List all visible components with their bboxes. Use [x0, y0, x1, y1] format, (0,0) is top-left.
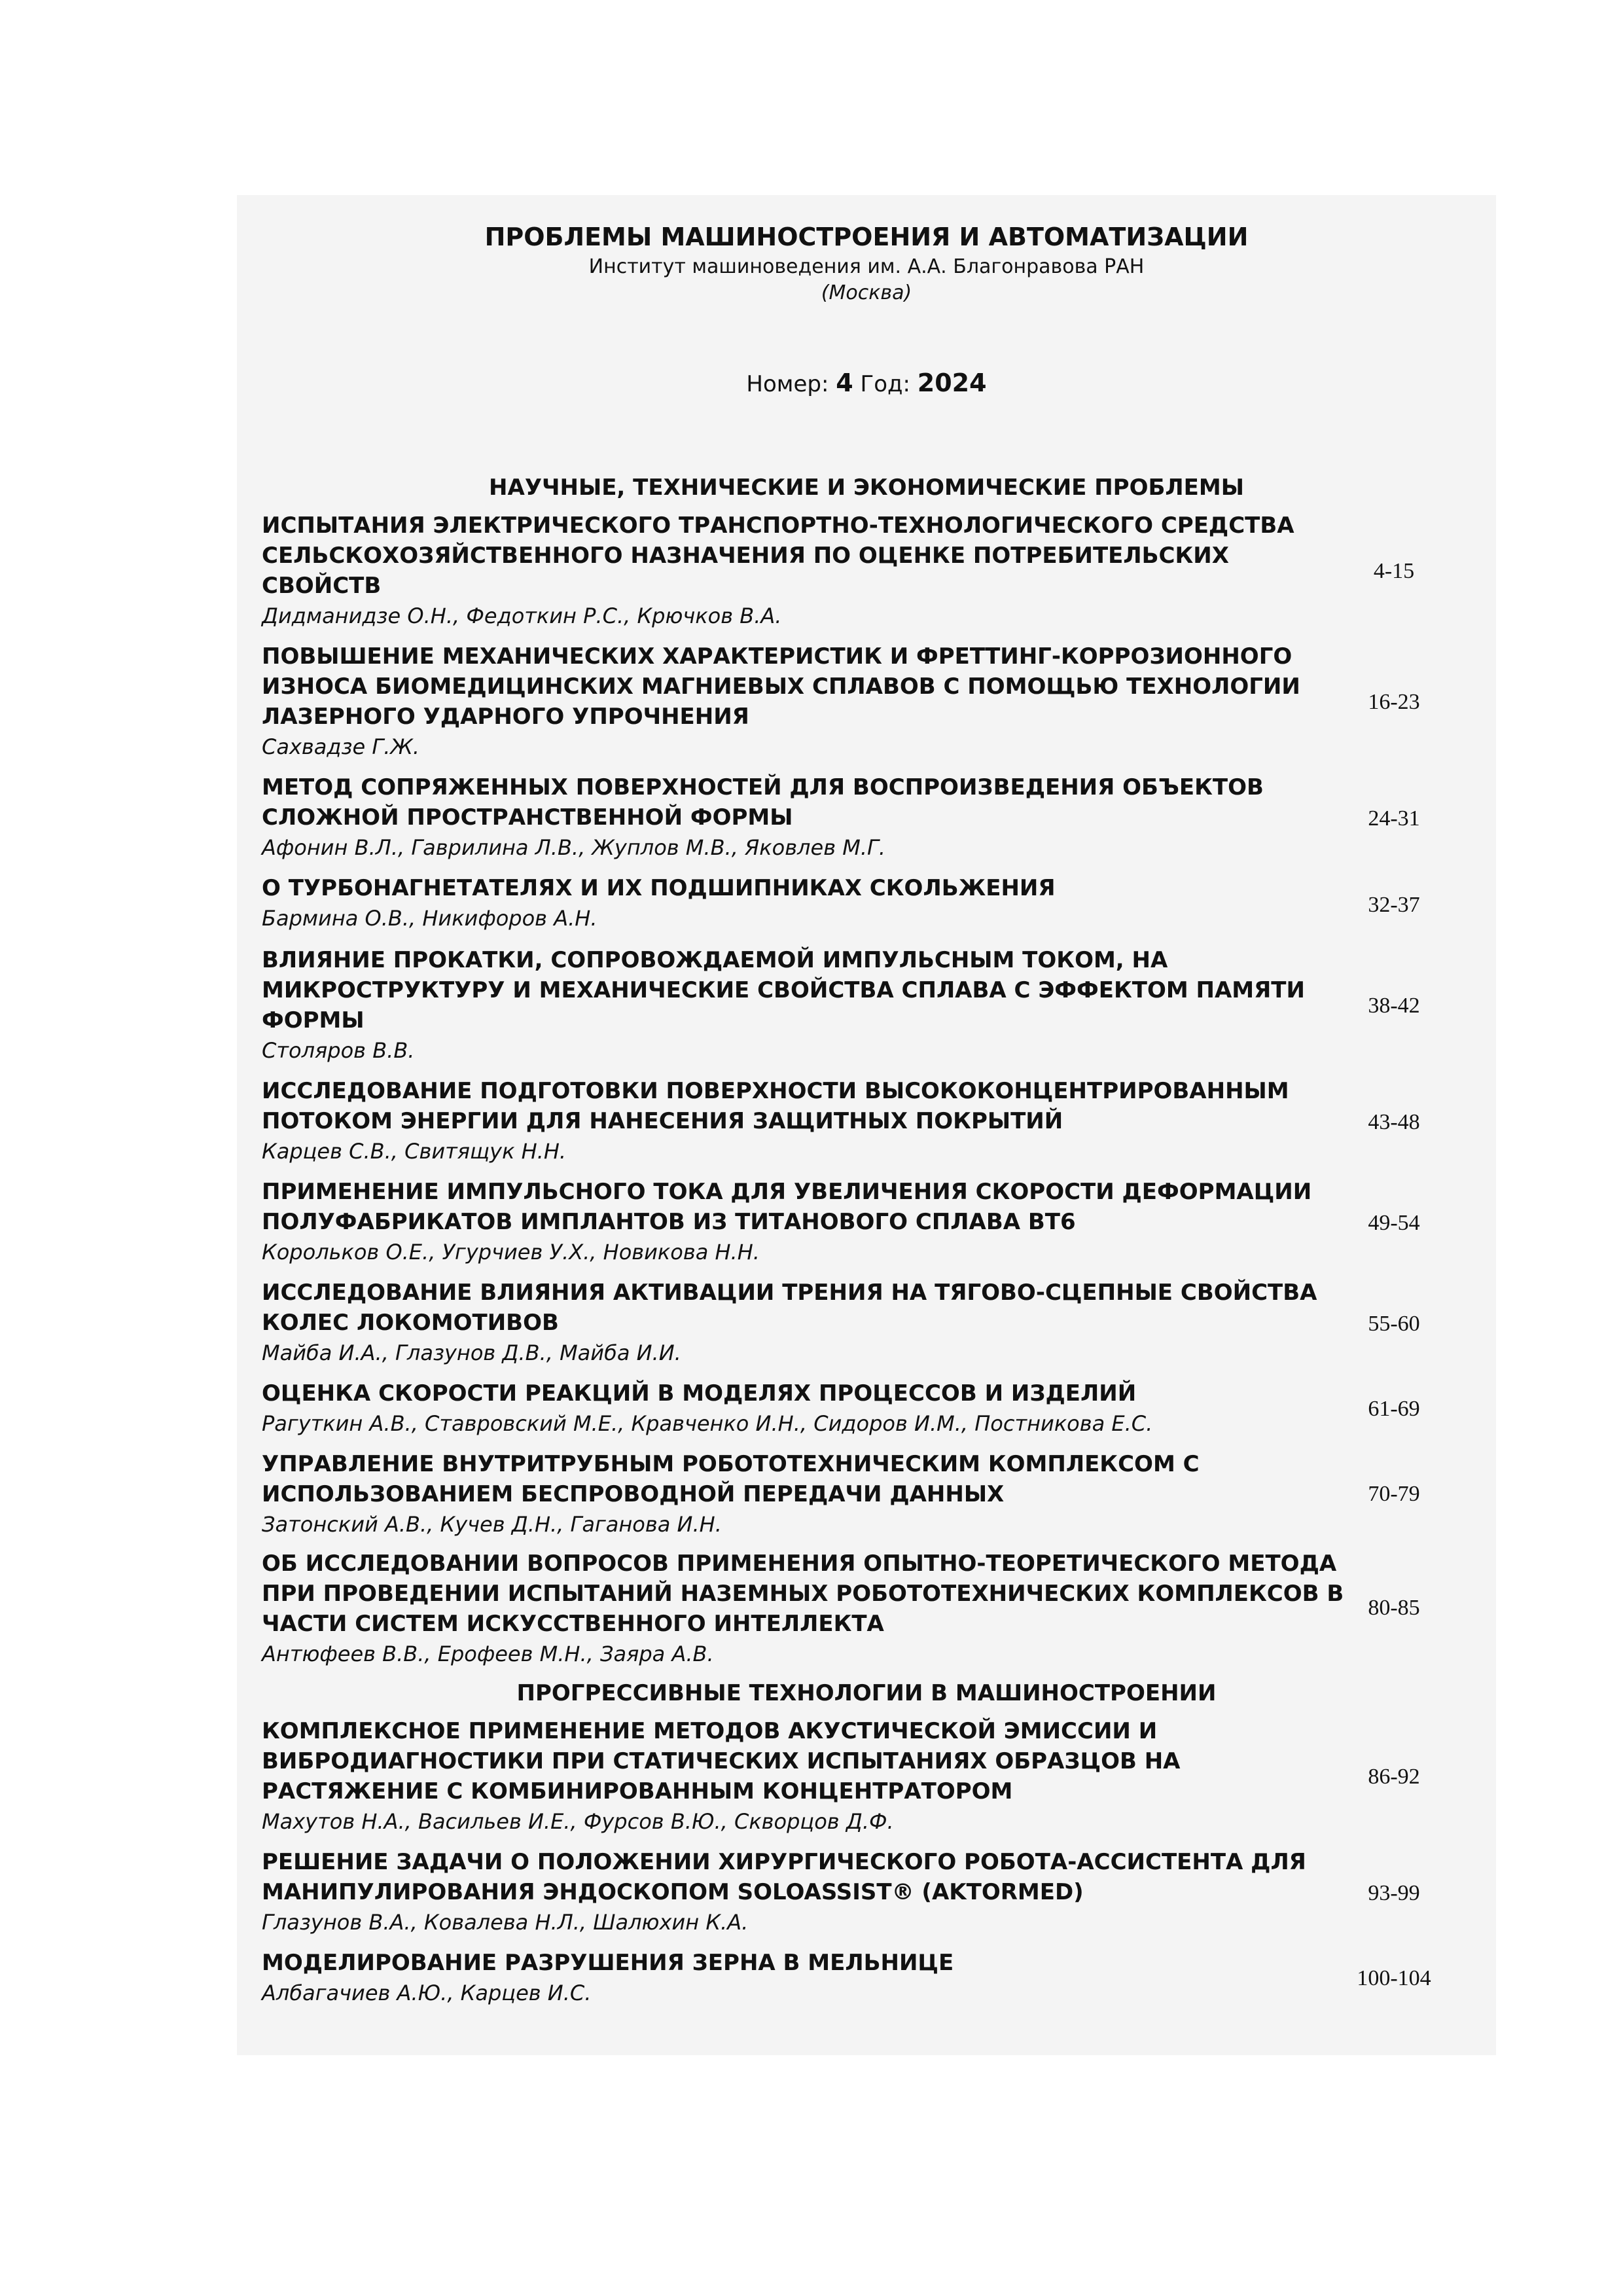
- article-title[interactable]: УПРАВЛЕНИЕ ВНУТРИТРУБНЫМ РОБОТОТЕХНИЧЕСКИМ КОМПЛЕКСОМ С ИСПОЛЬЗОВАНИЕМ БЕСПРОВОДНОЙ ПЕРЕДАЧИ ДАННЫХ: [262, 1451, 1200, 1507]
- article-title[interactable]: РЕШЕНИЕ ЗАДАЧИ О ПОЛОЖЕНИИ ХИРУРГИЧЕСКОГО РОБОТА-АССИСТЕНТА ДЛЯ МАНИПУЛИРОВАНИЯ ЭНДОСКОПОМ SOLOASSIST® (AKTORMED): [262, 1849, 1306, 1905]
- article-pages: 16-23: [1368, 690, 1420, 714]
- article-pages: 100-104: [1357, 1966, 1431, 1990]
- article-title[interactable]: МЕТОД СОПРЯЖЕННЫХ ПОВЕРХНОСТЕЙ ДЛЯ ВОСПРОИЗВЕДЕНИЯ ОБЪЕКТОВ СЛОЖНОЙ ПРОСТРАНСТВЕННОЙ ФОРМЫ: [262, 774, 1264, 831]
- section-title: ПРОГРЕССИВНЫЕ ТЕХНОЛОГИИ В МАШИНОСТРОЕНИИ: [516, 1680, 1217, 1706]
- article-pages: 4-15: [1373, 559, 1415, 583]
- article-pages: 61-69: [1368, 1397, 1420, 1421]
- issue-number-label: Номер:: [746, 371, 829, 397]
- article-pages: 70-79: [1368, 1482, 1420, 1506]
- article-entry: [262, 1449, 1348, 1539]
- article-title[interactable]: КОМПЛЕКСНОЕ ПРИМЕНЕНИЕ МЕТОДОВ АКУСТИЧЕСКОЙ ЭМИССИИ И ВИБРОДИАГНОСТИКИ ПРИ СТАТИЧЕСКИХ ИСПЫТАНИЯХ ОБРАЗЦОВ НА РАСТЯЖЕНИЕ С КОМБИНИРОВАННЫМ КОНЦЕНТРАТОРОМ: [262, 1718, 1181, 1804]
- article-authors: Карцев С.В., Свитящук Н.Н.: [262, 1139, 567, 1164]
- article-title[interactable]: ПРИМЕНЕНИЕ ИМПУЛЬСНОГО ТОКА ДЛЯ УВЕЛИЧЕНИЯ СКОРОСТИ ДЕФОРМАЦИИ ПОЛУФАБРИКАТОВ ИМПЛАНТОВ ИЗ ТИТАНОВОГО СПЛАВА ВТ6: [262, 1179, 1312, 1235]
- issue-year: 2024: [917, 368, 987, 397]
- article-entry: [262, 945, 1348, 1066]
- article-entry: [262, 641, 1348, 762]
- article-authors: Афонин В.Л., Гаврилина Л.В., Жуплов М.В., Яковлев М.Г.: [262, 835, 885, 860]
- section-title: НАУЧНЫЕ, ТЕХНИЧЕСКИЕ И ЭКОНОМИЧЕСКИЕ ПРОБЛЕМЫ: [489, 475, 1244, 501]
- article-pages: 80-85: [1368, 1596, 1420, 1620]
- article-pages: 32-37: [1368, 893, 1420, 917]
- article-pages: 49-54: [1368, 1211, 1420, 1235]
- article-title[interactable]: ИССЛЕДОВАНИЕ ВЛИЯНИЯ АКТИВАЦИИ ТРЕНИЯ НА ТЯГОВО-СЦЕПНЫЕ СВОЙСТВА КОЛЕС ЛОКОМОТИВОВ: [262, 1280, 1317, 1336]
- article-entry: [262, 1716, 1348, 1837]
- article-title[interactable]: МОДЕЛИРОВАНИЕ РАЗРУШЕНИЯ ЗЕРНА В МЕЛЬНИЦЕ: [262, 1950, 954, 1976]
- article-entry: [262, 1847, 1348, 1937]
- issue-year-label: Год:: [860, 371, 910, 397]
- article-pages: 55-60: [1368, 1312, 1420, 1336]
- article-entry: [262, 1948, 1348, 2008]
- article-pages: 24-31: [1368, 806, 1420, 831]
- article-title[interactable]: ОЦЕНКА СКОРОСТИ РЕАКЦИЙ В МОДЕЛЯХ ПРОЦЕССОВ И ИЗДЕЛИЙ: [262, 1380, 1137, 1407]
- article-entry: [262, 772, 1348, 863]
- article-title[interactable]: ВЛИЯНИЕ ПРОКАТКИ, СОПРОВОЖДАЕМОЙ ИМПУЛЬСНЫМ ТОКОМ, НА МИКРОСТРУКТУРУ И МЕХАНИЧЕСКИЕ СВОЙСТВА СПЛАВА С ЭФФЕКТОМ ПАМЯТИ ФОРМЫ: [262, 947, 1305, 1033]
- publisher-city: (Москва): [821, 281, 912, 304]
- article-title[interactable]: О ТУРБОНАГНЕТАТЕЛЯХ И ИХ ПОДШИПНИКАХ СКОЛЬЖЕНИЯ: [262, 875, 1056, 901]
- article-pages: 43-48: [1368, 1110, 1420, 1134]
- article-authors: Антюфеев В.В., Ерофеев М.Н., Заяра А.В.: [262, 1641, 714, 1666]
- article-title[interactable]: ПОВЫШЕНИЕ МЕХАНИЧЕСКИХ ХАРАКТЕРИСТИК И ФРЕТТИНГ-КОРРОЗИОННОГО ИЗНОСА БИОМЕДИЦИНСКИХ МАГНИЕВЫХ СПЛАВОВ С ПОМОЩЬЮ ТЕХНОЛОГИИ ЛАЗЕРНОГО УДАРНОГО УПРОЧНЕНИЯ: [262, 643, 1300, 730]
- article-pages: 86-92: [1368, 1765, 1420, 1789]
- article-authors: Дидманидзе О.Н., Федоткин Р.С., Крючков В.А.: [262, 603, 782, 628]
- article-entry: [262, 1177, 1348, 1267]
- article-entry: [262, 873, 1348, 933]
- article-entry: [262, 511, 1348, 631]
- article-entry: [262, 1278, 1348, 1368]
- issue-line: [237, 368, 1496, 399]
- publisher-name: Институт машиноведения им. А.А. Благонравова РАН: [588, 255, 1145, 278]
- article-pages: 93-99: [1368, 1881, 1420, 1905]
- article-authors: Столяров В.В.: [262, 1038, 415, 1063]
- issue-number: 4: [836, 368, 853, 397]
- article-authors: Махутов Н.А., Васильев И.Е., Фурсов В.Ю., Скворцов Д.Ф.: [262, 1809, 894, 1834]
- article-authors: Сахвадзе Г.Ж.: [262, 734, 419, 759]
- article-title[interactable]: ИССЛЕДОВАНИЕ ПОДГОТОВКИ ПОВЕРХНОСТИ ВЫСОКОКОНЦЕНТРИРОВАННЫМ ПОТОКОМ ЭНЕРГИИ ДЛЯ НАНЕСЕНИЯ ЗАЩИТНЫХ ПОКРЫТИЙ: [262, 1078, 1289, 1134]
- article-authors: Рагуткин А.В., Ставровский М.Е., Кравченко И.Н., Сидоров И.М., Постникова Е.С.: [262, 1411, 1153, 1436]
- article-title[interactable]: ИСПЫТАНИЯ ЭЛЕКТРИЧЕСКОГО ТРАНСПОРТНО-ТЕХНОЛОГИЧЕСКОГО СРЕДСТВА СЕЛЬСКОХОЗЯЙСТВЕННОГО НАЗНАЧЕНИЯ ПО ОЦЕНКЕ ПОТРЕБИТЕЛЬСКИХ СВОЙСТВ: [262, 512, 1294, 599]
- article-authors: Бармина О.В., Никифоров А.Н.: [262, 906, 597, 931]
- article-authors: Корольков О.Е., Угурчиев У.Х., Новикова Н.Н.: [262, 1240, 760, 1265]
- article-authors: Албагачиев А.Ю., Карцев И.С.: [262, 1981, 592, 2005]
- article-title[interactable]: ОБ ИССЛЕДОВАНИИ ВОПРОСОВ ПРИМЕНЕНИЯ ОПЫТНО-ТЕОРЕТИЧЕСКОГО МЕТОДА ПРИ ПРОВЕДЕНИИ ИСПЫТАНИЙ НАЗЕМНЫХ РОБОТОТЕХНИЧЕСКИХ КОМПЛЕКСОВ В ЧАСТИ СИСТЕМ ИСКУССТВЕННОГО ИНТЕЛЛЕКТА: [262, 1551, 1344, 1637]
- article-pages: 38-42: [1368, 994, 1420, 1018]
- article-authors: Глазунов В.А., Ковалева Н.Л., Шалюхин К.А.: [262, 1910, 749, 1935]
- journal-title: ПРОБЛЕМЫ МАШИНОСТРОЕНИЯ И АВТОМАТИЗАЦИИ: [484, 223, 1249, 251]
- article-authors: Затонский А.В., Кучев Д.Н., Гаганова И.Н.: [262, 1512, 722, 1537]
- article-entry: [262, 1076, 1348, 1166]
- article-authors: Майба И.А., Глазунов Д.В., Майба И.И.: [262, 1340, 681, 1365]
- article-entry: [262, 1549, 1348, 1669]
- article-entry: [262, 1378, 1348, 1439]
